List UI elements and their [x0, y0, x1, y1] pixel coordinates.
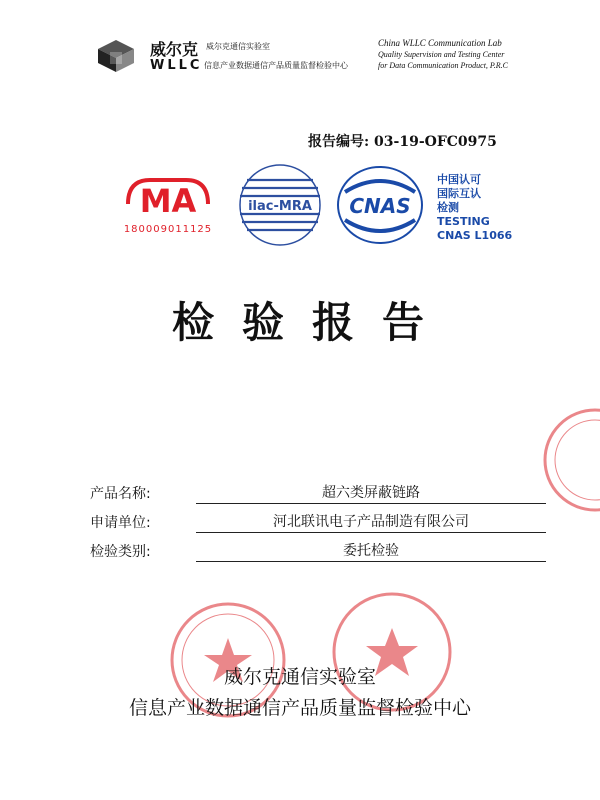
ma-mark-number: 180009011125 — [123, 224, 213, 235]
cnas-mark — [335, 164, 425, 246]
edge-seal-stamp — [540, 405, 600, 515]
applicant-label: 申请单位: — [90, 515, 151, 531]
ma-certification-mark — [120, 174, 215, 238]
english-line-2: Quality Supervision and Testing Center — [378, 50, 505, 59]
cnas-label-line: 检测 — [437, 201, 459, 214]
inspection-type-underline — [196, 561, 546, 562]
english-line-3: for Data Communication Product, P.R.C — [378, 61, 508, 70]
applicant-underline — [196, 532, 546, 533]
ma-mark-text: MA — [139, 182, 197, 220]
cnas-label-line: 中国认可 — [437, 173, 481, 186]
report-title: 检验报告 — [171, 298, 452, 347]
cnas-label — [437, 173, 512, 243]
brand-cn: 威尔克 — [150, 40, 199, 59]
product-name-label: 产品名称: — [90, 486, 151, 502]
wllc-logo-icon — [96, 38, 136, 74]
cnas-label-line: TESTING — [437, 215, 490, 228]
brand-center: 信息产业数据通信产品质量监督检验中心 — [204, 61, 348, 70]
ilac-mark-text: ilac-MRA — [248, 199, 312, 214]
footer-center-name: 信息产业数据通信产品质量监督检验中心 — [128, 697, 471, 719]
applicant-value: 河北联讯电子产品制造有限公司 — [273, 514, 469, 530]
brand-en: WLLC — [150, 58, 203, 73]
product-name-value: 超六类屏蔽链路 — [322, 485, 420, 501]
english-header — [378, 38, 578, 71]
ilac-mra-mark — [235, 160, 325, 250]
inspection-type-label: 检验类别: — [90, 544, 151, 560]
product-name-underline — [196, 503, 546, 504]
report-number: 报告编号: 03-19-OFC0975 — [308, 134, 497, 150]
cnas-label-line: CNAS L1066 — [437, 229, 513, 242]
cnas-label-line: 国际互认 — [437, 187, 481, 200]
brand-lab: 威尔克通信实验室 — [206, 42, 270, 51]
cnas-mark-text: CNAS — [349, 194, 411, 218]
footer-lab-name: 威尔克通信实验室 — [223, 666, 376, 688]
english-line-1: China WLLC Communication Lab — [378, 38, 502, 48]
inspection-type-value: 委托检验 — [343, 543, 399, 559]
